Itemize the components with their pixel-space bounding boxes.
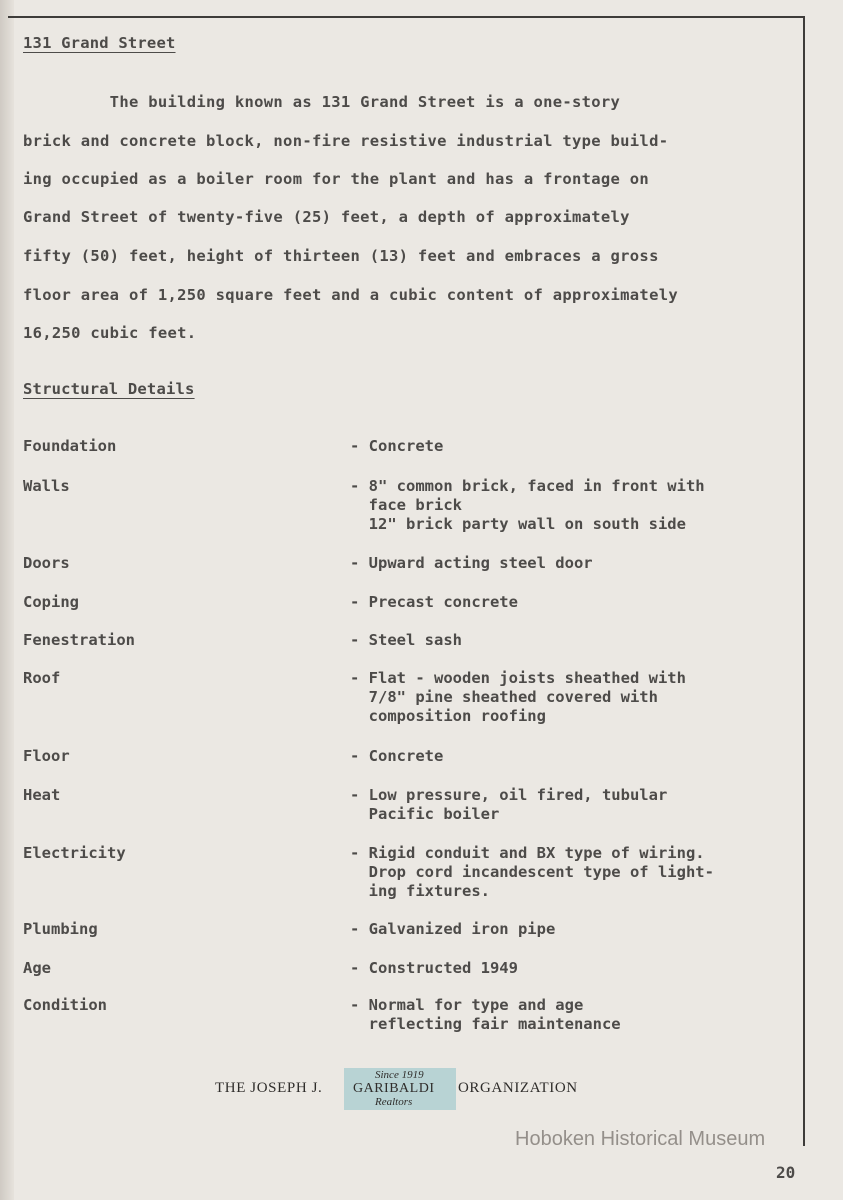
detail-value-doors: - Upward acting steel door bbox=[350, 554, 593, 572]
footer-company-suffix: ORGANIZATION bbox=[458, 1080, 578, 1096]
detail-value-roof: - Flat - wooden joists sheathed with 7/8" pine sheathed covered with composition roofing bbox=[350, 669, 686, 725]
footer-company-prefix: THE JOSEPH J. bbox=[215, 1080, 323, 1096]
museum-watermark: Hoboken Historical Museum bbox=[515, 1128, 766, 1150]
detail-value-coping: - Precast concrete bbox=[350, 593, 518, 611]
detail-label-condition: Condition bbox=[23, 996, 107, 1014]
detail-label-floor: Floor bbox=[23, 747, 70, 765]
detail-value-walls: - 8" common brick, faced in front with face brick 12" brick party wall on south side bbox=[350, 477, 705, 533]
detail-value-age: - Constructed 1949 bbox=[350, 959, 518, 977]
detail-label-walls: Walls bbox=[23, 477, 70, 495]
paragraph-line: fifty (50) feet, height of thirteen (13) feet and embraces a gross bbox=[23, 247, 659, 265]
page-number: 20 bbox=[776, 1163, 796, 1182]
detail-value-fenestration: - Steel sash bbox=[350, 631, 462, 649]
detail-label-age: Age bbox=[23, 959, 51, 977]
detail-value-floor: - Concrete bbox=[350, 747, 444, 765]
detail-label-doors: Doors bbox=[23, 554, 70, 572]
detail-value-heat: - Low pressure, oil fired, tubular Pacific boiler bbox=[350, 786, 668, 823]
detail-value-foundation: - Concrete bbox=[350, 437, 444, 455]
detail-value-electricity: - Rigid conduit and BX type of wiring. Drop cord incandescent type of light- ing fixtures. bbox=[350, 844, 714, 900]
letterhead-footer bbox=[215, 1068, 615, 1112]
detail-label-plumbing: Plumbing bbox=[23, 920, 98, 938]
section-title: 131 Grand Street bbox=[23, 34, 176, 52]
footer-company-name: GARIBALDI bbox=[353, 1081, 435, 1096]
paragraph-line: brick and concrete block, non-fire resistive industrial type build- bbox=[23, 132, 669, 150]
paragraph-line: 16,250 cubic feet. bbox=[23, 324, 197, 342]
detail-value-condition: - Normal for type and age reflecting fair maintenance bbox=[350, 996, 621, 1033]
detail-value-plumbing: - Galvanized iron pipe bbox=[350, 920, 556, 938]
footer-realtors: Realtors bbox=[375, 1096, 413, 1108]
detail-label-roof: Roof bbox=[23, 669, 61, 687]
paragraph-line: ing occupied as a boiler room for the plant and has a frontage on bbox=[23, 170, 650, 188]
detail-label-foundation: Foundation bbox=[23, 437, 117, 455]
detail-label-heat: Heat bbox=[23, 786, 61, 804]
detail-label-coping: Coping bbox=[23, 593, 79, 611]
detail-label-electricity: Electricity bbox=[23, 844, 126, 862]
paragraph-line: floor area of 1,250 square feet and a cubic content of approximately bbox=[23, 286, 678, 304]
footer-since: Since 1919 bbox=[375, 1069, 424, 1081]
paragraph-line: Grand Street of twenty-five (25) feet, a depth of approximately bbox=[23, 208, 630, 226]
detail-label-fenestration: Fenestration bbox=[23, 631, 135, 649]
paragraph-line: The building known as 131 Grand Street is a one-story bbox=[23, 93, 621, 111]
structural-details-heading: Structural Details bbox=[23, 380, 195, 398]
